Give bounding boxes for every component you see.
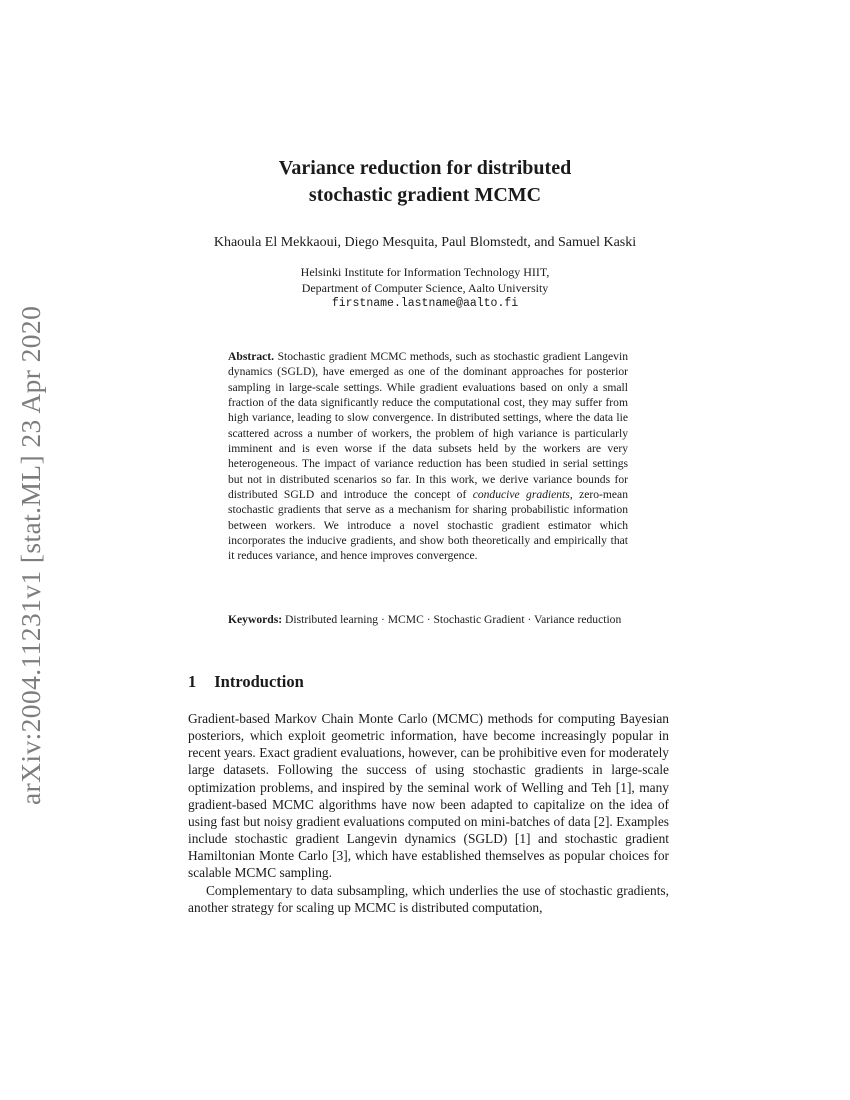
- arxiv-identifier-stamp: arXiv:2004.11231v1 [stat.ML] 23 Apr 2020: [15, 305, 46, 805]
- keywords-block: [228, 612, 628, 627]
- author-list: Khaoula El Mekkaoui, Diego Mesquita, Paul Blomstedt, and Samuel Kaski: [213, 235, 637, 250]
- abstract-text-part-2: , zero-mean stochastic gradients that serve as a mechanism for sharing probabilistic information between workers. We introduce a novel stochastic gradient estimator which incorporates the inducive gradients, and show both theoretically and empirically that it reduces variance, and hence improves convergence.: [228, 488, 628, 563]
- abstract-text-part-1: Stochastic gradient MCMC methods, such as stochastic gradient Langevin dynamics (SGLD), have emerged as one of the dominant approaches for posterior sampling in large-scale settings. While gradient evaluations based on only a small fraction of the data significantly reduce the computational cost, they may suffer from high variance, leading to slow convergence. In distributed settings, where the data lie scattered across a number of workers, the problem of high variance is particularly imminent and is even worse if the data subsets held by the workers are very heterogeneous. The impact of variance reduction has been studied in serial settings but not in distributed scenarios so far. In this work, we derive variance bounds for distributed SGLD and introduce the concept of: [228, 350, 628, 502]
- abstract-label: Abstract.: [228, 350, 275, 363]
- abstract-block: [228, 349, 628, 564]
- section-title: Introduction: [214, 672, 304, 691]
- introduction-body: [188, 710, 669, 916]
- paper-title-line-2: stochastic gradient MCMC: [308, 184, 542, 206]
- introduction-paragraph-2: Complementary to data subsampling, which underlies the use of stochastic gradients, another strategy for scaling up MCMC is distributed computation,: [188, 882, 669, 915]
- affiliation-line-2: Department of Computer Science, Aalto University: [301, 281, 549, 295]
- affiliation-line-1: Helsinki Institute for Information Technology HIIT,: [300, 265, 550, 279]
- section-heading-introduction: [188, 672, 304, 692]
- affiliation-block: [0, 264, 850, 312]
- paper-title: [0, 155, 850, 209]
- section-number: 1: [188, 672, 197, 691]
- author-email: firstname.lastname@aalto.fi: [331, 297, 519, 310]
- paper-title-line-1: Variance reduction for distributed: [278, 157, 572, 179]
- introduction-paragraph-1: Gradient-based Markov Chain Monte Carlo (MCMC) methods for computing Bayesian posteriors, which exploit geometric information, have become increasingly popular in recent years. Exact gradient evaluations, however, can be prohibitive even for moderately large datasets. Following the success of using stochastic gradients in large-scale optimization problems, and inspired by the seminal work of Welling and Teh [1], many gradient-based MCMC algorithms have now been adapted to capitalize on the idea of using fast but noisy gradient evaluations computed on mini-batches of data [2]. Examples include stochastic gradient Langevin dynamics (SGLD) [1] and stochastic gradient Hamiltonian Monte Carlo [3], which have established themselves as popular choices for scalable MCMC sampling.: [188, 711, 669, 881]
- keywords-label: Keywords:: [228, 613, 283, 626]
- keywords-text: Distributed learning · MCMC · Stochastic Gradient · Variance reduction: [285, 613, 622, 626]
- abstract-emphasis: conducive gradients: [472, 488, 570, 502]
